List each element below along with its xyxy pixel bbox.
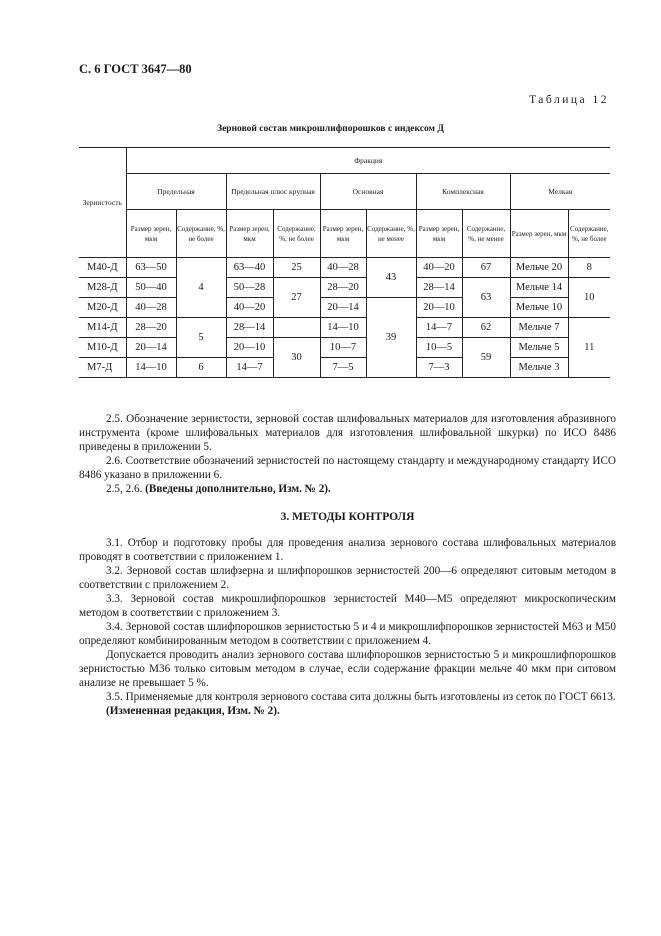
size-header: Размер зерен, мкм bbox=[126, 210, 176, 258]
paragraph-2-6: 2.6. Соответствие обозначений зернистостей по настоящему стандарту и международному стандарту ИСО 8486 указано в приложении 6. bbox=[79, 455, 616, 481]
size-cell: 28—14 bbox=[226, 318, 273, 338]
grit-header: Зернистость bbox=[79, 148, 126, 258]
percent-cell: 59 bbox=[462, 338, 510, 378]
group-limit-header: Предельная bbox=[126, 174, 226, 210]
paragraph-3-1: 3.1. Отбор и подготовку пробы для проведения анализа зернового состава шлифовальных материалов проводят в соответствии с приложением 1. bbox=[79, 537, 616, 563]
paragraph-3-4: 3.4. Зерновой состав шлифпорошков зернистостью 5 и 4 и микрошлифпорошков зернистостей М63 и М50 определяют комбинированным методом в соответствии с приложением 4. bbox=[79, 621, 616, 647]
percent-cell: 4 bbox=[176, 258, 226, 318]
size-header: Размер зерен, мкм bbox=[320, 210, 366, 258]
size-cell: 63—50 bbox=[126, 258, 176, 278]
page-header: С. 6 ГОСТ 3647—80 bbox=[79, 62, 192, 76]
percent-cell: 10 bbox=[568, 278, 610, 318]
size-cell: Мельче 10 bbox=[510, 298, 568, 318]
content-header: Содержание, %, не более bbox=[176, 210, 226, 258]
paragraph-2-5: 2.5. Обозначение зернистости, зерновой состав шлифовальных материалов для изготовления абразивного инструмента (кроме шлифовальных материалов для изготовления шлифовальной шкурки) по ИСО 8486 приведены в приложении 5. bbox=[79, 413, 616, 453]
percent-cell bbox=[273, 318, 320, 338]
size-cell: 40—20 bbox=[226, 298, 273, 318]
amendment-note-2-5-2-6 bbox=[79, 482, 616, 496]
size-cell: Мельче 7 bbox=[510, 318, 568, 338]
paragraph-3-3: 3.3. Зерновой состав микрошлифпорошков зернистостей М40—М5 определяют микроскопическим методом в соответствии с приложением 3. bbox=[79, 593, 616, 619]
size-cell: 20—14 bbox=[126, 338, 176, 358]
section-title: 3. МЕТОДЫ КОНТРОЛЯ bbox=[280, 511, 415, 523]
size-cell: 40—28 bbox=[320, 258, 366, 278]
percent-cell: 11 bbox=[568, 318, 610, 378]
grain-composition-table bbox=[79, 147, 610, 378]
size-cell: 63—40 bbox=[226, 258, 273, 278]
table-number-label: Таблица 12 bbox=[529, 94, 609, 106]
percent-cell: 67 bbox=[462, 258, 510, 278]
grit-cell: М7-Д bbox=[79, 358, 126, 378]
group-main-header: Основная bbox=[320, 174, 416, 210]
size-cell: Мельче 20 bbox=[510, 258, 568, 278]
group-complex-header: Комплексная bbox=[416, 174, 510, 210]
size-cell: 14—10 bbox=[320, 318, 366, 338]
size-cell: 14—10 bbox=[126, 358, 176, 378]
percent-cell: 27 bbox=[273, 278, 320, 318]
paragraph-3-2: 3.2. Зерновой состав шлифзерна и шлифпорошков зернистостей 200—6 определяют ситовым методом в соответствии с приложением 2. bbox=[79, 565, 616, 591]
size-cell: 10—7 bbox=[320, 338, 366, 358]
grit-cell: М28-Д bbox=[79, 278, 126, 298]
percent-cell: 39 bbox=[366, 298, 416, 378]
percent-cell: 43 bbox=[366, 258, 416, 298]
percent-cell: 6 bbox=[176, 358, 226, 378]
fraction-header: Фракция bbox=[126, 148, 610, 174]
percent-cell: 8 bbox=[568, 258, 610, 278]
table-title: Зерновой состав микрошлифпорошков с индексом Д bbox=[217, 124, 444, 134]
grit-cell: М20-Д bbox=[79, 298, 126, 318]
size-header: Размер зерен, мкм bbox=[510, 210, 568, 258]
size-cell: 7—5 bbox=[320, 358, 366, 378]
size-cell: Мельче 14 bbox=[510, 278, 568, 298]
amendment-text: (Введены дополнительно, Изм. № 2). bbox=[145, 483, 331, 495]
percent-cell: 62 bbox=[462, 318, 510, 338]
grit-cell: М14-Д bbox=[79, 318, 126, 338]
size-cell: 10—5 bbox=[416, 338, 462, 358]
group-fine-header: Мелкая bbox=[510, 174, 610, 210]
grit-cell: М40-Д bbox=[79, 258, 126, 278]
content-header: Содержание, %, не более bbox=[273, 210, 320, 258]
size-cell: 20—10 bbox=[226, 338, 273, 358]
content-header: Содержание, %, не менее bbox=[462, 210, 510, 258]
amendment-note-3-5: (Измененная редакция, Изм. № 2). bbox=[106, 705, 280, 717]
size-cell: Мельче 3 bbox=[510, 358, 568, 378]
paragraph-3-4-allowance: Допускается проводить анализ зернового состава шлифпорошков зернистостью 5 и микрошлифпорошков зернистостью М36 только ситовым методом в случае, если содержание фракции мельче 40 мкм при ситовом анализе не превышает 5 %. bbox=[79, 649, 616, 689]
size-cell: 40—28 bbox=[126, 298, 176, 318]
size-header: Размер зерен, мкм bbox=[226, 210, 273, 258]
percent-cell: 30 bbox=[273, 338, 320, 378]
size-cell: 28—14 bbox=[416, 278, 462, 298]
paragraph-3-5: 3.5. Применяемые для контроля зернового состава сита должны быть изготовлены из сеток по ГОСТ 6613. bbox=[106, 691, 616, 703]
size-cell: 28—20 bbox=[320, 278, 366, 298]
grit-cell: М10-Д bbox=[79, 338, 126, 358]
size-cell: 20—10 bbox=[416, 298, 462, 318]
content-header: Содержание, %, не более bbox=[568, 210, 610, 258]
body-text bbox=[79, 412, 616, 718]
size-header: Размер зерен, мкм bbox=[416, 210, 462, 258]
percent-cell: 5 bbox=[176, 318, 226, 358]
size-cell: 50—40 bbox=[126, 278, 176, 298]
size-cell: 40—20 bbox=[416, 258, 462, 278]
size-cell: 7—3 bbox=[416, 358, 462, 378]
size-cell: 14—7 bbox=[226, 358, 273, 378]
percent-cell: 25 bbox=[273, 258, 320, 278]
amendment-prefix: 2.5, 2.6. bbox=[106, 483, 146, 495]
size-cell: 50—28 bbox=[226, 278, 273, 298]
percent-cell: 63 bbox=[462, 278, 510, 318]
content-header: Содержание, %, не менее bbox=[366, 210, 416, 258]
size-cell: Мельче 5 bbox=[510, 338, 568, 358]
size-cell: 28—20 bbox=[126, 318, 176, 338]
group-limit-coarse-header: Предельная плюс крупная bbox=[226, 174, 320, 210]
size-cell: 14—7 bbox=[416, 318, 462, 338]
size-cell: 20—14 bbox=[320, 298, 366, 318]
